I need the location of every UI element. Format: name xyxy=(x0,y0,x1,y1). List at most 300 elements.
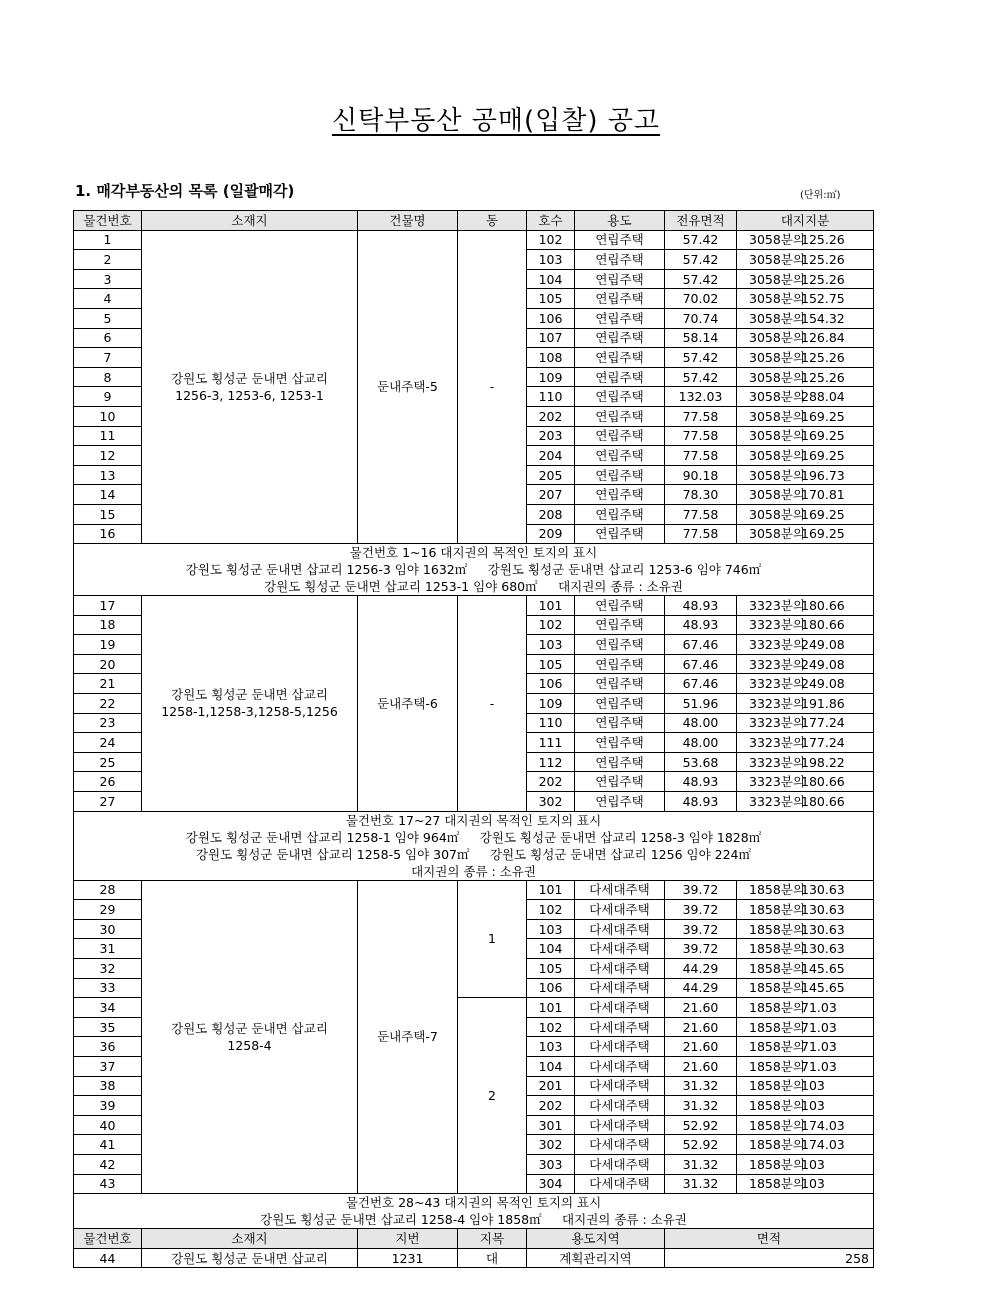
note-line: 물건번호 1~16 대지권의 목적인 토지의 표시 xyxy=(349,545,598,561)
share-value: 249.08 xyxy=(801,676,845,692)
share-value: 196.73 xyxy=(801,467,845,483)
column-header: 물건번호 xyxy=(74,211,142,231)
exclusive-area: 39.72 xyxy=(665,900,737,920)
share-value: 177.24 xyxy=(801,735,845,751)
land-share-cell xyxy=(737,1115,874,1135)
exclusive-area: 21.60 xyxy=(665,1056,737,1076)
land-share-cell xyxy=(737,328,874,348)
land-share-cell xyxy=(737,900,874,920)
item-number: 8 xyxy=(74,367,142,387)
land-share-cell xyxy=(737,880,874,900)
share-denominator: 3323분의 xyxy=(749,754,805,770)
item-number: 15 xyxy=(74,504,142,524)
unit-number: 105 xyxy=(527,289,575,309)
land-share-cell xyxy=(737,230,874,250)
unit-number: 301 xyxy=(527,1115,575,1135)
share-denominator: 3323분의 xyxy=(749,597,805,613)
share-value: 71.03 xyxy=(801,1039,837,1055)
item-number: 31 xyxy=(74,939,142,959)
item-number: 19 xyxy=(74,635,142,655)
item-number: 20 xyxy=(74,654,142,674)
exclusive-area: 48.00 xyxy=(665,733,737,753)
share-denominator: 1858분의 xyxy=(749,882,805,898)
land-share-cell xyxy=(737,1037,874,1057)
usage-cell: 다세대주택 xyxy=(575,1056,665,1076)
share-value: 180.66 xyxy=(801,774,845,790)
share-value: 174.03 xyxy=(801,1117,845,1133)
unit-number: 207 xyxy=(527,485,575,505)
exclusive-area: 48.93 xyxy=(665,792,737,812)
land-share-cell xyxy=(737,654,874,674)
usage-cell: 다세대주택 xyxy=(575,900,665,920)
land-share-cell xyxy=(737,978,874,998)
unit-number: 110 xyxy=(527,387,575,407)
usage-cell: 다세대주택 xyxy=(575,1154,665,1174)
share-denominator: 3058분의 xyxy=(749,291,805,307)
share-denominator: 3058분의 xyxy=(749,506,805,522)
table-body xyxy=(74,211,874,1268)
share-denominator: 3058분의 xyxy=(749,330,805,346)
land-column-header: 용도지역 xyxy=(527,1229,665,1249)
exclusive-area: 77.58 xyxy=(665,504,737,524)
unit-number: 208 xyxy=(527,504,575,524)
land-share-cell xyxy=(737,426,874,446)
item-number: 30 xyxy=(74,919,142,939)
usage-cell: 연립주택 xyxy=(575,504,665,524)
land-right-note-row xyxy=(74,1194,874,1229)
share-denominator: 3058분의 xyxy=(749,369,805,385)
exclusive-area: 78.30 xyxy=(665,485,737,505)
share-denominator: 1858분의 xyxy=(749,980,805,996)
share-denominator: 1858분의 xyxy=(749,1097,805,1113)
note-line: 물건번호 28~43 대지권의 목적인 토지의 표시 xyxy=(345,1195,602,1211)
usage-cell: 다세대주택 xyxy=(575,1037,665,1057)
item-number: 40 xyxy=(74,1115,142,1135)
share-denominator: 1858분의 xyxy=(749,1176,805,1192)
share-value: 125.26 xyxy=(801,271,845,287)
unit-number: 104 xyxy=(527,1056,575,1076)
share-value: 180.66 xyxy=(801,617,845,633)
usage-cell: 연립주택 xyxy=(575,752,665,772)
address-line: 1258-1,1258-3,1258-5,1256 xyxy=(161,704,338,720)
share-value: 180.66 xyxy=(801,793,845,809)
unit-number: 104 xyxy=(527,269,575,289)
land-share-cell xyxy=(737,1174,874,1194)
address-line: 1258-4 xyxy=(227,1037,272,1053)
unit-number: 107 xyxy=(527,328,575,348)
column-header: 건물명 xyxy=(358,211,458,231)
usage-cell: 연립주택 xyxy=(575,713,665,733)
share-value: 103 xyxy=(801,1097,825,1113)
note-line: 강원도 횡성군 둔내면 삽교리 1253-1 임야 680㎡ 대지권의 종류 : 소유권 xyxy=(264,579,683,595)
unit-number: 203 xyxy=(527,426,575,446)
document-title: 신탁부동산 공매(입찰) 공고 xyxy=(331,106,661,136)
share-denominator: 1858분의 xyxy=(749,921,805,937)
unit-number: 103 xyxy=(527,635,575,655)
land-column-header: 면적 xyxy=(665,1229,874,1249)
land-share-cell xyxy=(737,694,874,714)
exclusive-area: 31.32 xyxy=(665,1096,737,1116)
usage-cell: 연립주택 xyxy=(575,615,665,635)
share-value: 103 xyxy=(801,1176,825,1192)
land-column-header: 지번 xyxy=(358,1229,458,1249)
dong-cell: - xyxy=(458,230,527,544)
exclusive-area: 132.03 xyxy=(665,387,737,407)
share-denominator: 3323분의 xyxy=(749,715,805,731)
usage-cell: 연립주택 xyxy=(575,674,665,694)
land-share-cell xyxy=(737,250,874,270)
exclusive-area: 67.46 xyxy=(665,654,737,674)
usage-cell: 다세대주택 xyxy=(575,1174,665,1194)
exclusive-area: 48.93 xyxy=(665,615,737,635)
land-share-cell xyxy=(737,387,874,407)
exclusive-area: 57.42 xyxy=(665,367,737,387)
land-share-cell xyxy=(737,308,874,328)
land-share-cell xyxy=(737,733,874,753)
exclusive-area: 67.46 xyxy=(665,674,737,694)
item-number: 34 xyxy=(74,998,142,1018)
exclusive-area: 57.42 xyxy=(665,269,737,289)
item-number: 11 xyxy=(74,426,142,446)
land-share-cell xyxy=(737,1017,874,1037)
unit-number: 202 xyxy=(527,406,575,426)
exclusive-area: 44.29 xyxy=(665,959,737,979)
unit-number: 209 xyxy=(527,524,575,544)
item-number: 17 xyxy=(74,596,142,616)
usage-cell: 다세대주택 xyxy=(575,1096,665,1116)
usage-cell: 연립주택 xyxy=(575,426,665,446)
exclusive-area: 21.60 xyxy=(665,998,737,1018)
address-line: 강원도 횡성군 둔내면 삽교리 xyxy=(171,370,328,386)
land-share-cell xyxy=(737,615,874,635)
usage-cell: 연립주택 xyxy=(575,792,665,812)
usage-cell: 연립주택 xyxy=(575,524,665,544)
usage-cell: 연립주택 xyxy=(575,465,665,485)
share-denominator: 1858분의 xyxy=(749,1117,805,1133)
item-number: 39 xyxy=(74,1096,142,1116)
exclusive-area: 67.46 xyxy=(665,635,737,655)
item-number: 3 xyxy=(74,269,142,289)
item-number: 33 xyxy=(74,978,142,998)
exclusive-area: 70.74 xyxy=(665,308,737,328)
column-header: 호수 xyxy=(527,211,575,231)
share-denominator: 3058분의 xyxy=(749,487,805,503)
share-denominator: 3058분의 xyxy=(749,271,805,287)
share-value: 288.04 xyxy=(801,389,845,405)
land-share-cell xyxy=(737,713,874,733)
land-column-header: 물건번호 xyxy=(74,1229,142,1249)
unit-number: 205 xyxy=(527,465,575,485)
usage-cell: 연립주택 xyxy=(575,733,665,753)
exclusive-area: 21.60 xyxy=(665,1037,737,1057)
share-denominator: 3058분의 xyxy=(749,251,805,267)
land-share-cell xyxy=(737,289,874,309)
unit-number: 102 xyxy=(527,1017,575,1037)
unit-number: 103 xyxy=(527,919,575,939)
exclusive-area: 39.72 xyxy=(665,939,737,959)
column-header: 대지지분 xyxy=(737,211,874,231)
exclusive-area: 31.32 xyxy=(665,1076,737,1096)
item-number: 9 xyxy=(74,387,142,407)
usage-cell: 다세대주택 xyxy=(575,998,665,1018)
share-denominator: 3323분의 xyxy=(749,617,805,633)
unit-number: 102 xyxy=(527,900,575,920)
item-number: 43 xyxy=(74,1174,142,1194)
note-line: 물건번호 17~27 대지권의 목적인 토지의 표시 xyxy=(345,812,602,828)
section-title: 1. 매각부동산의 목록 (일괄매각) xyxy=(75,182,295,200)
share-value: 130.63 xyxy=(801,921,845,937)
usage-cell: 다세대주택 xyxy=(575,1076,665,1096)
share-denominator: 1858분의 xyxy=(749,1137,805,1153)
usage-cell: 다세대주택 xyxy=(575,939,665,959)
unit-number: 106 xyxy=(527,674,575,694)
share-denominator: 1858분의 xyxy=(749,1058,805,1074)
building-name: 둔내주택-5 xyxy=(358,230,458,544)
unit-number: 111 xyxy=(527,733,575,753)
share-value: 198.22 xyxy=(801,754,845,770)
land-share-cell xyxy=(737,959,874,979)
land-column-header: 소재지 xyxy=(142,1229,358,1249)
exclusive-area: 77.58 xyxy=(665,446,737,466)
column-header: 용도 xyxy=(575,211,665,231)
usage-cell: 연립주택 xyxy=(575,269,665,289)
unit-number: 103 xyxy=(527,250,575,270)
item-number: 16 xyxy=(74,524,142,544)
land-right-note-row xyxy=(74,811,874,880)
column-header: 소재지 xyxy=(142,211,358,231)
item-number: 44 xyxy=(74,1248,142,1268)
share-value: 169.25 xyxy=(801,447,845,463)
share-denominator: 3323분의 xyxy=(749,774,805,790)
exclusive-area: 52.92 xyxy=(665,1115,737,1135)
land-share-cell xyxy=(737,485,874,505)
usage-cell: 연립주택 xyxy=(575,289,665,309)
land-share-cell xyxy=(737,269,874,289)
land-header-row xyxy=(74,1229,874,1249)
column-header: 동 xyxy=(458,211,527,231)
land-share-cell xyxy=(737,1154,874,1174)
unit-number: 110 xyxy=(527,713,575,733)
share-value: 169.25 xyxy=(801,526,845,542)
unit-number: 105 xyxy=(527,654,575,674)
share-denominator: 3058분의 xyxy=(749,428,805,444)
unit-number: 108 xyxy=(527,348,575,368)
unit-number: 106 xyxy=(527,978,575,998)
land-right-note xyxy=(74,544,874,596)
usage-cell: 연립주택 xyxy=(575,772,665,792)
share-value: 169.25 xyxy=(801,408,845,424)
address-cell xyxy=(142,230,358,544)
exclusive-area: 48.93 xyxy=(665,596,737,616)
share-value: 169.25 xyxy=(801,428,845,444)
share-denominator: 1858분의 xyxy=(749,960,805,976)
note-line: 강원도 횡성군 둔내면 삽교리 1258-4 임야 1858㎡ 대지권의 종류 : 소유권 xyxy=(260,1212,687,1228)
item-number: 35 xyxy=(74,1017,142,1037)
exclusive-area: 48.93 xyxy=(665,772,737,792)
exclusive-area: 21.60 xyxy=(665,1017,737,1037)
share-denominator: 3058분의 xyxy=(749,447,805,463)
address-line: 강원도 횡성군 둔내면 삽교리 xyxy=(171,1020,328,1036)
share-value: 130.63 xyxy=(801,941,845,957)
item-number: 18 xyxy=(74,615,142,635)
land-share-cell xyxy=(737,406,874,426)
share-value: 177.24 xyxy=(801,715,845,731)
exclusive-area: 53.68 xyxy=(665,752,737,772)
unit-number: 304 xyxy=(527,1174,575,1194)
item-number: 7 xyxy=(74,348,142,368)
column-header: 전유면적 xyxy=(665,211,737,231)
item-number: 37 xyxy=(74,1056,142,1076)
unit-number: 102 xyxy=(527,230,575,250)
exclusive-area: 70.02 xyxy=(665,289,737,309)
unit-number: 202 xyxy=(527,772,575,792)
item-number: 2 xyxy=(74,250,142,270)
land-share-cell xyxy=(737,792,874,812)
land-share-cell xyxy=(737,998,874,1018)
item-number: 32 xyxy=(74,959,142,979)
item-number: 25 xyxy=(74,752,142,772)
share-value: 169.25 xyxy=(801,506,845,522)
item-number: 6 xyxy=(74,328,142,348)
share-value: 103 xyxy=(801,1078,825,1094)
item-number: 23 xyxy=(74,713,142,733)
share-value: 125.26 xyxy=(801,251,845,267)
share-denominator: 3058분의 xyxy=(749,526,805,542)
unit-number: 302 xyxy=(527,1135,575,1155)
usage-cell: 연립주택 xyxy=(575,348,665,368)
land-share-cell xyxy=(737,596,874,616)
land-share-cell xyxy=(737,674,874,694)
share-value: 180.66 xyxy=(801,597,845,613)
address-cell: 강원도 횡성군 둔내면 삽교리 xyxy=(142,1248,358,1268)
share-denominator: 3323분의 xyxy=(749,695,805,711)
land-right-note-row xyxy=(74,544,874,596)
address-cell xyxy=(142,880,358,1194)
land-share-cell xyxy=(737,1076,874,1096)
usage-cell: 연립주택 xyxy=(575,446,665,466)
land-share-cell xyxy=(737,348,874,368)
item-number: 38 xyxy=(74,1076,142,1096)
land-category: 대 xyxy=(458,1248,527,1268)
land-right-note xyxy=(74,811,874,880)
share-value: 103 xyxy=(801,1156,825,1172)
usage-cell: 연립주택 xyxy=(575,596,665,616)
unit-number: 101 xyxy=(527,880,575,900)
share-value: 249.08 xyxy=(801,637,845,653)
unit-number: 202 xyxy=(527,1096,575,1116)
usage-cell: 연립주택 xyxy=(575,654,665,674)
share-value: 191.86 xyxy=(801,695,845,711)
unit-label: (단위:㎡) xyxy=(800,190,841,201)
unit-number: 104 xyxy=(527,939,575,959)
usage-cell: 연립주택 xyxy=(575,635,665,655)
share-denominator: 3058분의 xyxy=(749,467,805,483)
usage-cell: 연립주택 xyxy=(575,406,665,426)
unit-number: 103 xyxy=(527,1037,575,1057)
dong-cell: 1 xyxy=(458,880,527,998)
item-number: 28 xyxy=(74,880,142,900)
share-value: 152.75 xyxy=(801,291,845,307)
share-denominator: 1858분의 xyxy=(749,1019,805,1035)
item-number: 5 xyxy=(74,308,142,328)
address-line: 강원도 횡성군 둔내면 삽교리 xyxy=(171,687,328,703)
share-value: 249.08 xyxy=(801,656,845,672)
share-denominator: 3323분의 xyxy=(749,793,805,809)
usage-cell: 다세대주택 xyxy=(575,1115,665,1135)
item-number: 10 xyxy=(74,406,142,426)
exclusive-area: 52.92 xyxy=(665,1135,737,1155)
exclusive-area: 77.58 xyxy=(665,406,737,426)
exclusive-area: 31.32 xyxy=(665,1154,737,1174)
share-denominator: 1858분의 xyxy=(749,999,805,1015)
building-name: 둔내주택-6 xyxy=(358,596,458,812)
exclusive-area: 48.00 xyxy=(665,713,737,733)
item-number: 1 xyxy=(74,230,142,250)
table-row xyxy=(74,596,874,616)
land-right-note xyxy=(74,1194,874,1229)
share-value: 154.32 xyxy=(801,310,845,326)
exclusive-area: 39.72 xyxy=(665,919,737,939)
property-list-table xyxy=(73,210,874,1268)
item-number: 14 xyxy=(74,485,142,505)
exclusive-area: 77.58 xyxy=(665,524,737,544)
land-row xyxy=(74,1248,874,1268)
share-value: 174.03 xyxy=(801,1137,845,1153)
unit-number: 109 xyxy=(527,694,575,714)
land-area: 258 xyxy=(665,1248,874,1268)
table-row xyxy=(74,230,874,250)
share-value: 170.81 xyxy=(801,487,845,503)
building-name: 둔내주택-7 xyxy=(358,880,458,1194)
land-share-cell xyxy=(737,446,874,466)
share-denominator: 3323분의 xyxy=(749,676,805,692)
unit-number: 201 xyxy=(527,1076,575,1096)
unit-number: 106 xyxy=(527,308,575,328)
share-denominator: 3058분의 xyxy=(749,349,805,365)
exclusive-area: 57.42 xyxy=(665,250,737,270)
item-number: 29 xyxy=(74,900,142,920)
usage-cell: 다세대주택 xyxy=(575,1017,665,1037)
unit-number: 303 xyxy=(527,1154,575,1174)
share-value: 125.26 xyxy=(801,369,845,385)
address-cell xyxy=(142,596,358,812)
item-number: 27 xyxy=(74,792,142,812)
usage-cell: 다세대주택 xyxy=(575,1135,665,1155)
usage-cell: 다세대주택 xyxy=(575,978,665,998)
land-share-cell xyxy=(737,752,874,772)
share-value: 125.26 xyxy=(801,349,845,365)
usage-cell: 연립주택 xyxy=(575,250,665,270)
exclusive-area: 57.42 xyxy=(665,230,737,250)
share-value: 71.03 xyxy=(801,1058,837,1074)
share-denominator: 3058분의 xyxy=(749,389,805,405)
usage-cell: 연립주택 xyxy=(575,485,665,505)
exclusive-area: 77.58 xyxy=(665,426,737,446)
item-number: 12 xyxy=(74,446,142,466)
item-number: 26 xyxy=(74,772,142,792)
note-line: 대지권의 종류 : 소유권 xyxy=(411,863,536,879)
item-number: 36 xyxy=(74,1037,142,1057)
land-share-cell xyxy=(737,1056,874,1076)
unit-number: 302 xyxy=(527,792,575,812)
land-share-cell xyxy=(737,504,874,524)
land-share-cell xyxy=(737,939,874,959)
exclusive-area: 90.18 xyxy=(665,465,737,485)
usage-cell: 연립주택 xyxy=(575,328,665,348)
share-value: 145.65 xyxy=(801,980,845,996)
item-number: 24 xyxy=(74,733,142,753)
land-share-cell xyxy=(737,367,874,387)
